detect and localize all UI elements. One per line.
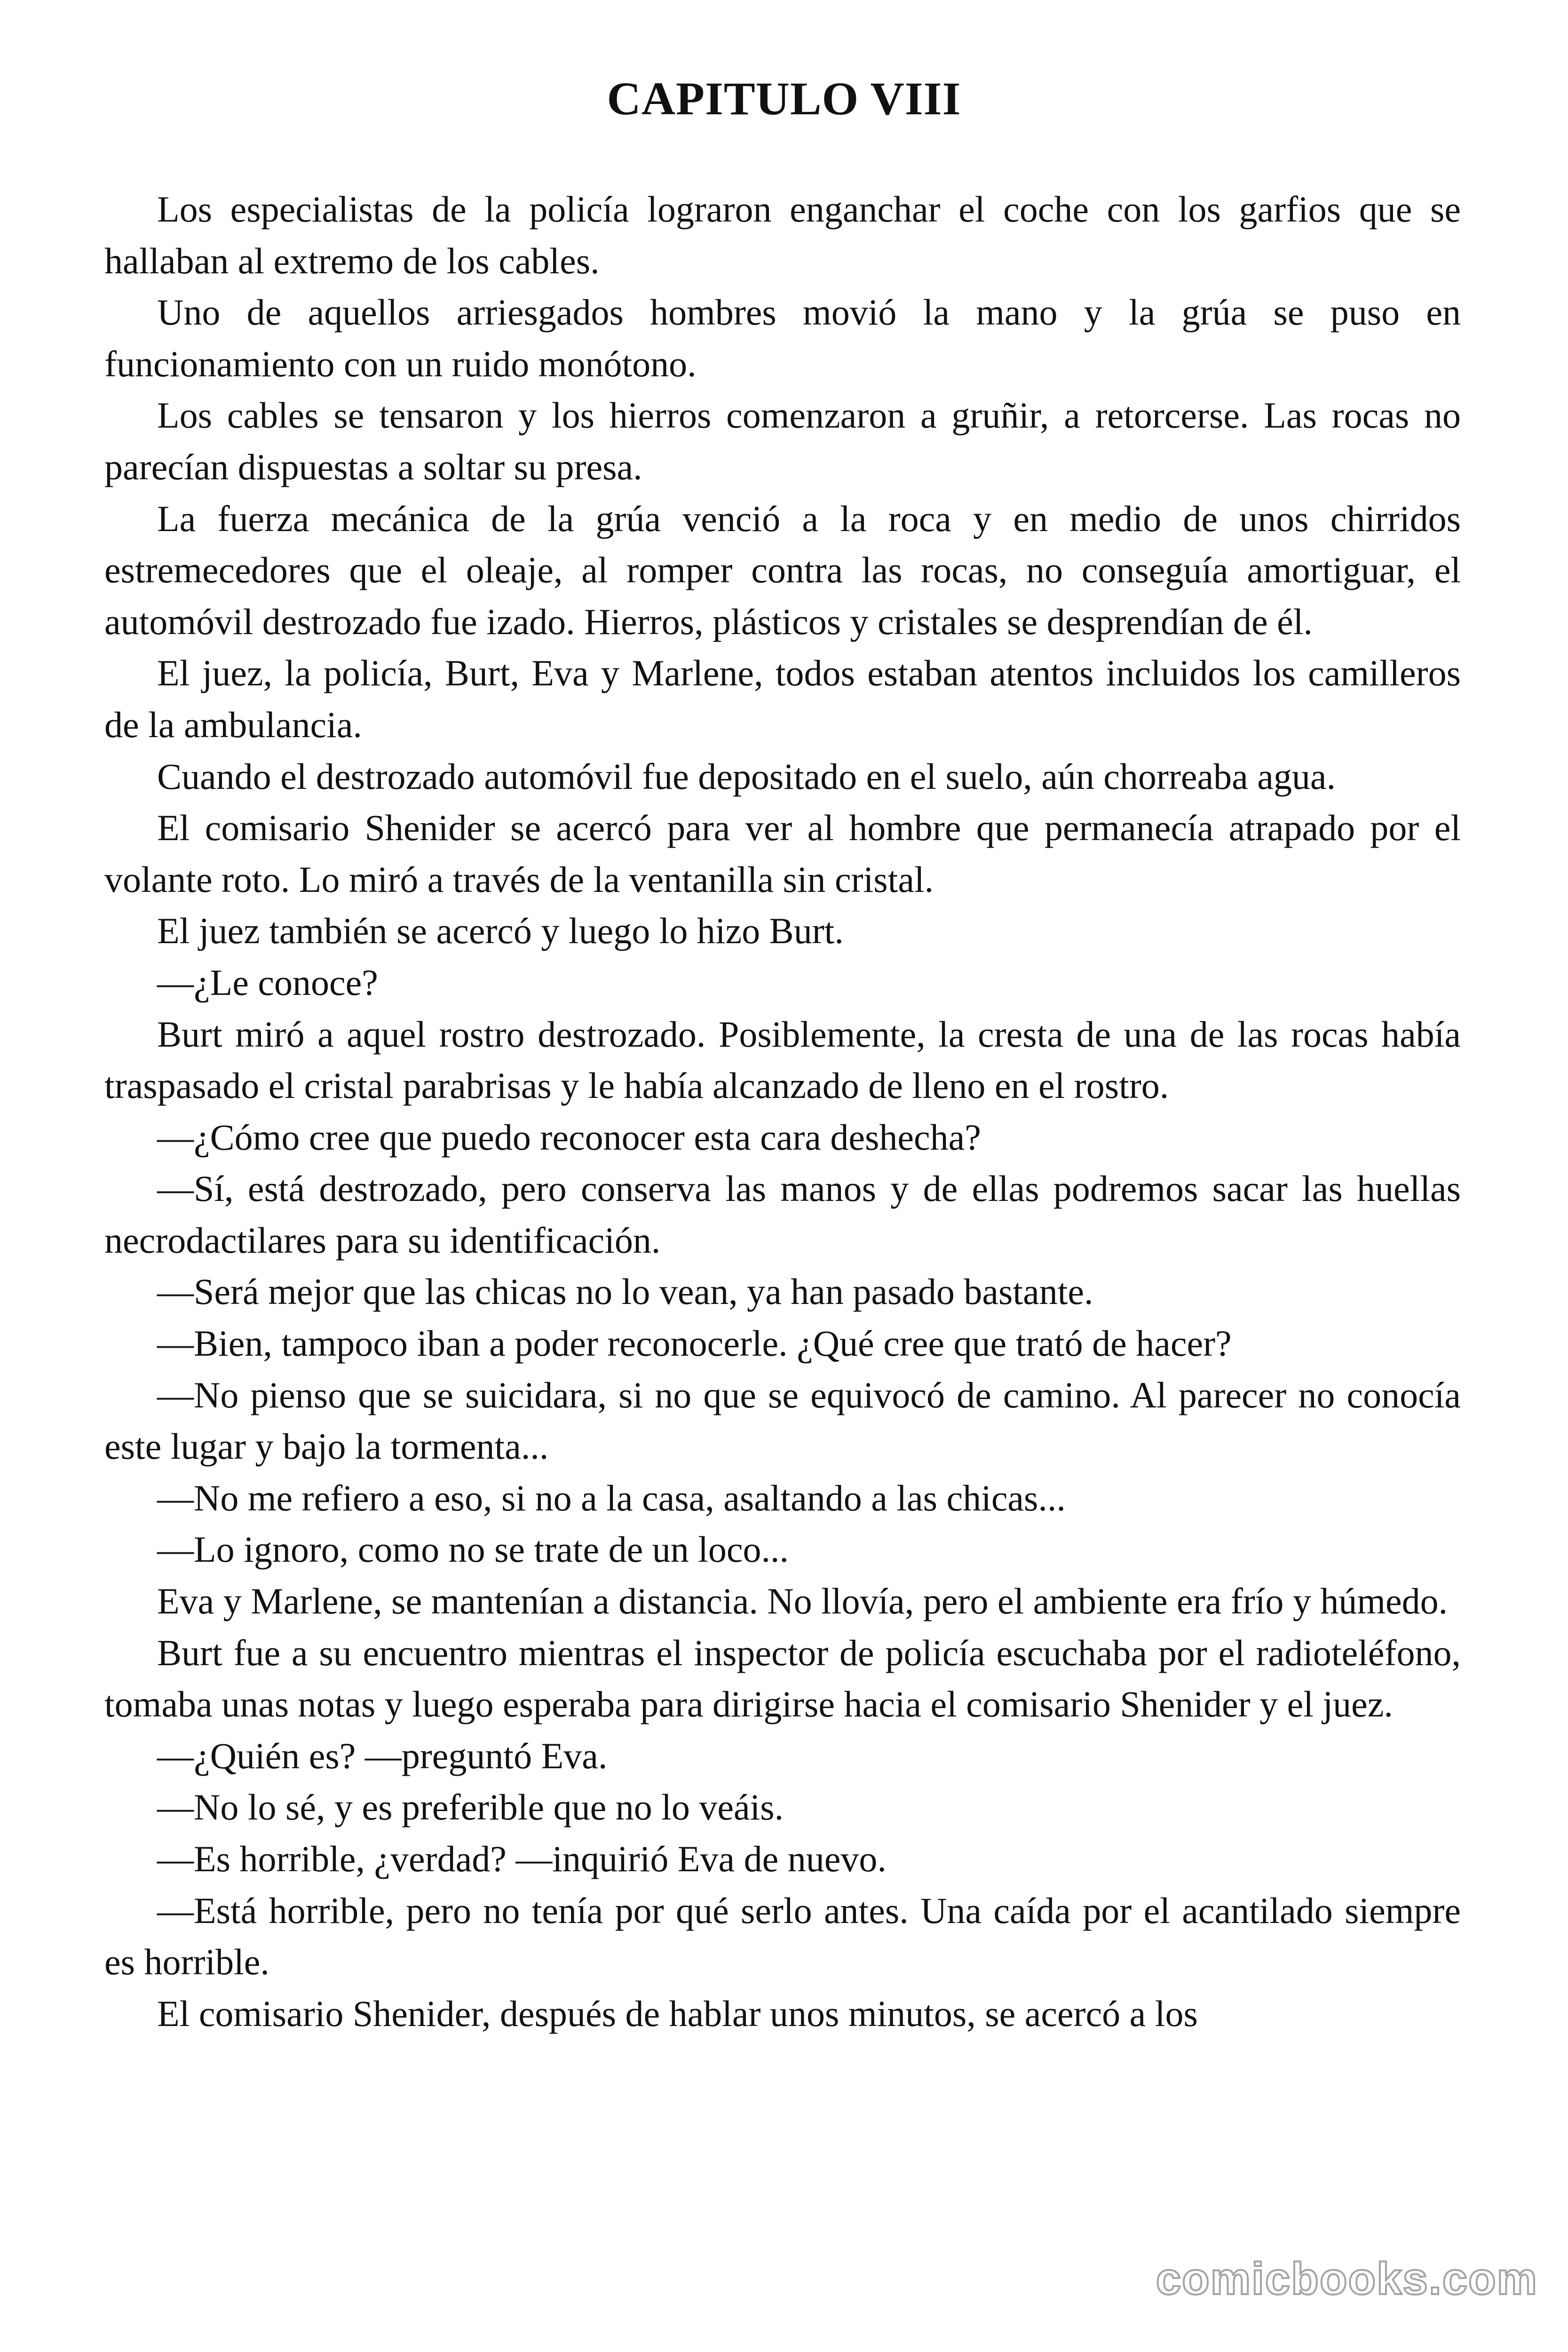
paragraph: Eva y Marlene, se mantenían a distancia. No llovía, pero el ambiente era frío y húmedo. xyxy=(157,1581,1448,1622)
paragraph: El juez también se acercó y luego lo hizo Burt. xyxy=(157,910,844,952)
dialogue-line: —¿Le conoce? xyxy=(157,961,378,1003)
dialogue-line: —Está horrible, pero no tenía por qué serlo antes. Una caída por el acantilado siempre es horrible. xyxy=(104,1890,1461,1983)
paragraph: El juez, la policía, Burt, Eva y Marlene, todos estaban atentos incluidos los camilleros de la ambulancia. xyxy=(104,652,1461,745)
chapter-body xyxy=(104,183,1461,2039)
paragraph: El comisario Shenider se acercó para ver al hombre que permanecía atrapado por el volante roto. Lo miró a través de la ventanilla sin cristal. xyxy=(104,807,1461,900)
dialogue-line: —No pienso que se suicidara, si no que se equivocó de camino. Al parecer no conocía este lugar y bajo la tormenta... xyxy=(104,1374,1461,1467)
dialogue-line: —Sí, está destrozado, pero conserva las manos y de ellas podremos sacar las huellas necrodactilares para su identificación. xyxy=(104,1168,1461,1261)
dialogue-line: —Es horrible, ¿verdad? —inquirió Eva de nuevo. xyxy=(157,1838,887,1879)
dialogue-line: —Bien, tampoco iban a poder reconocerle. ¿Qué cree que trató de hacer? xyxy=(157,1323,1232,1364)
dialogue-line: —¿Quién es? —preguntó Eva. xyxy=(157,1735,608,1776)
watermark-logo: comicbooks.com xyxy=(1156,2254,1538,2304)
chapter-title: CAPITULO VIII xyxy=(607,72,961,125)
dialogue-line: —Lo ignoro, como no se trate de un loco... xyxy=(157,1529,789,1570)
paragraph: Burt miró a aquel rostro destrozado. Posiblemente, la cresta de una de las rocas había traspasado el cristal parabrisas y le había alcanzado de lleno en el rostro. xyxy=(104,1013,1461,1106)
paragraph: Burt fue a su encuentro mientras el inspector de policía escuchaba por el radioteléfono, tomaba unas notas y luego esperaba para dirigirse hacia el comisario Shenider y el juez. xyxy=(104,1632,1461,1725)
dialogue-line: —No lo sé, y es preferible que no lo veáis. xyxy=(157,1787,784,1828)
dialogue-line: —No me refiero a eso, si no a la casa, asaltando a las chicas... xyxy=(157,1477,1066,1518)
paragraph: Los especialistas de la policía lograron enganchar el coche con los garfios que se hallaban al extremo de los cables. xyxy=(104,189,1461,281)
dialogue-line: —¿Cómo cree que puedo reconocer esta cara deshecha? xyxy=(157,1116,981,1158)
paragraph: Cuando el destrozado automóvil fue depositado en el suelo, aún chorreaba agua. xyxy=(157,755,1336,797)
paragraph: Uno de aquellos arriesgados hombres movió la mano y la grúa se puso en funcionamiento con un ruido monótono. xyxy=(104,292,1461,384)
paragraph: El comisario Shenider, después de hablar unos minutos, se acercó a los xyxy=(157,1993,1198,2034)
dialogue-line: —Será mejor que las chicas no lo vean, ya han pasado bastante. xyxy=(157,1271,1093,1312)
paragraph: Los cables se tensaron y los hierros comenzaron a gruñir, a retorcerse. Las rocas no parecían dispuestas a soltar su presa. xyxy=(104,395,1461,487)
paragraph: La fuerza mecánica de la grúa venció a la roca y en medio de unos chirridos estremecedores que el oleaje, al romper contra las rocas, no conseguía amortiguar, el automóvil destrozado fue izado. Hierros, plásticos y cristales se desprendían de él. xyxy=(104,498,1461,642)
